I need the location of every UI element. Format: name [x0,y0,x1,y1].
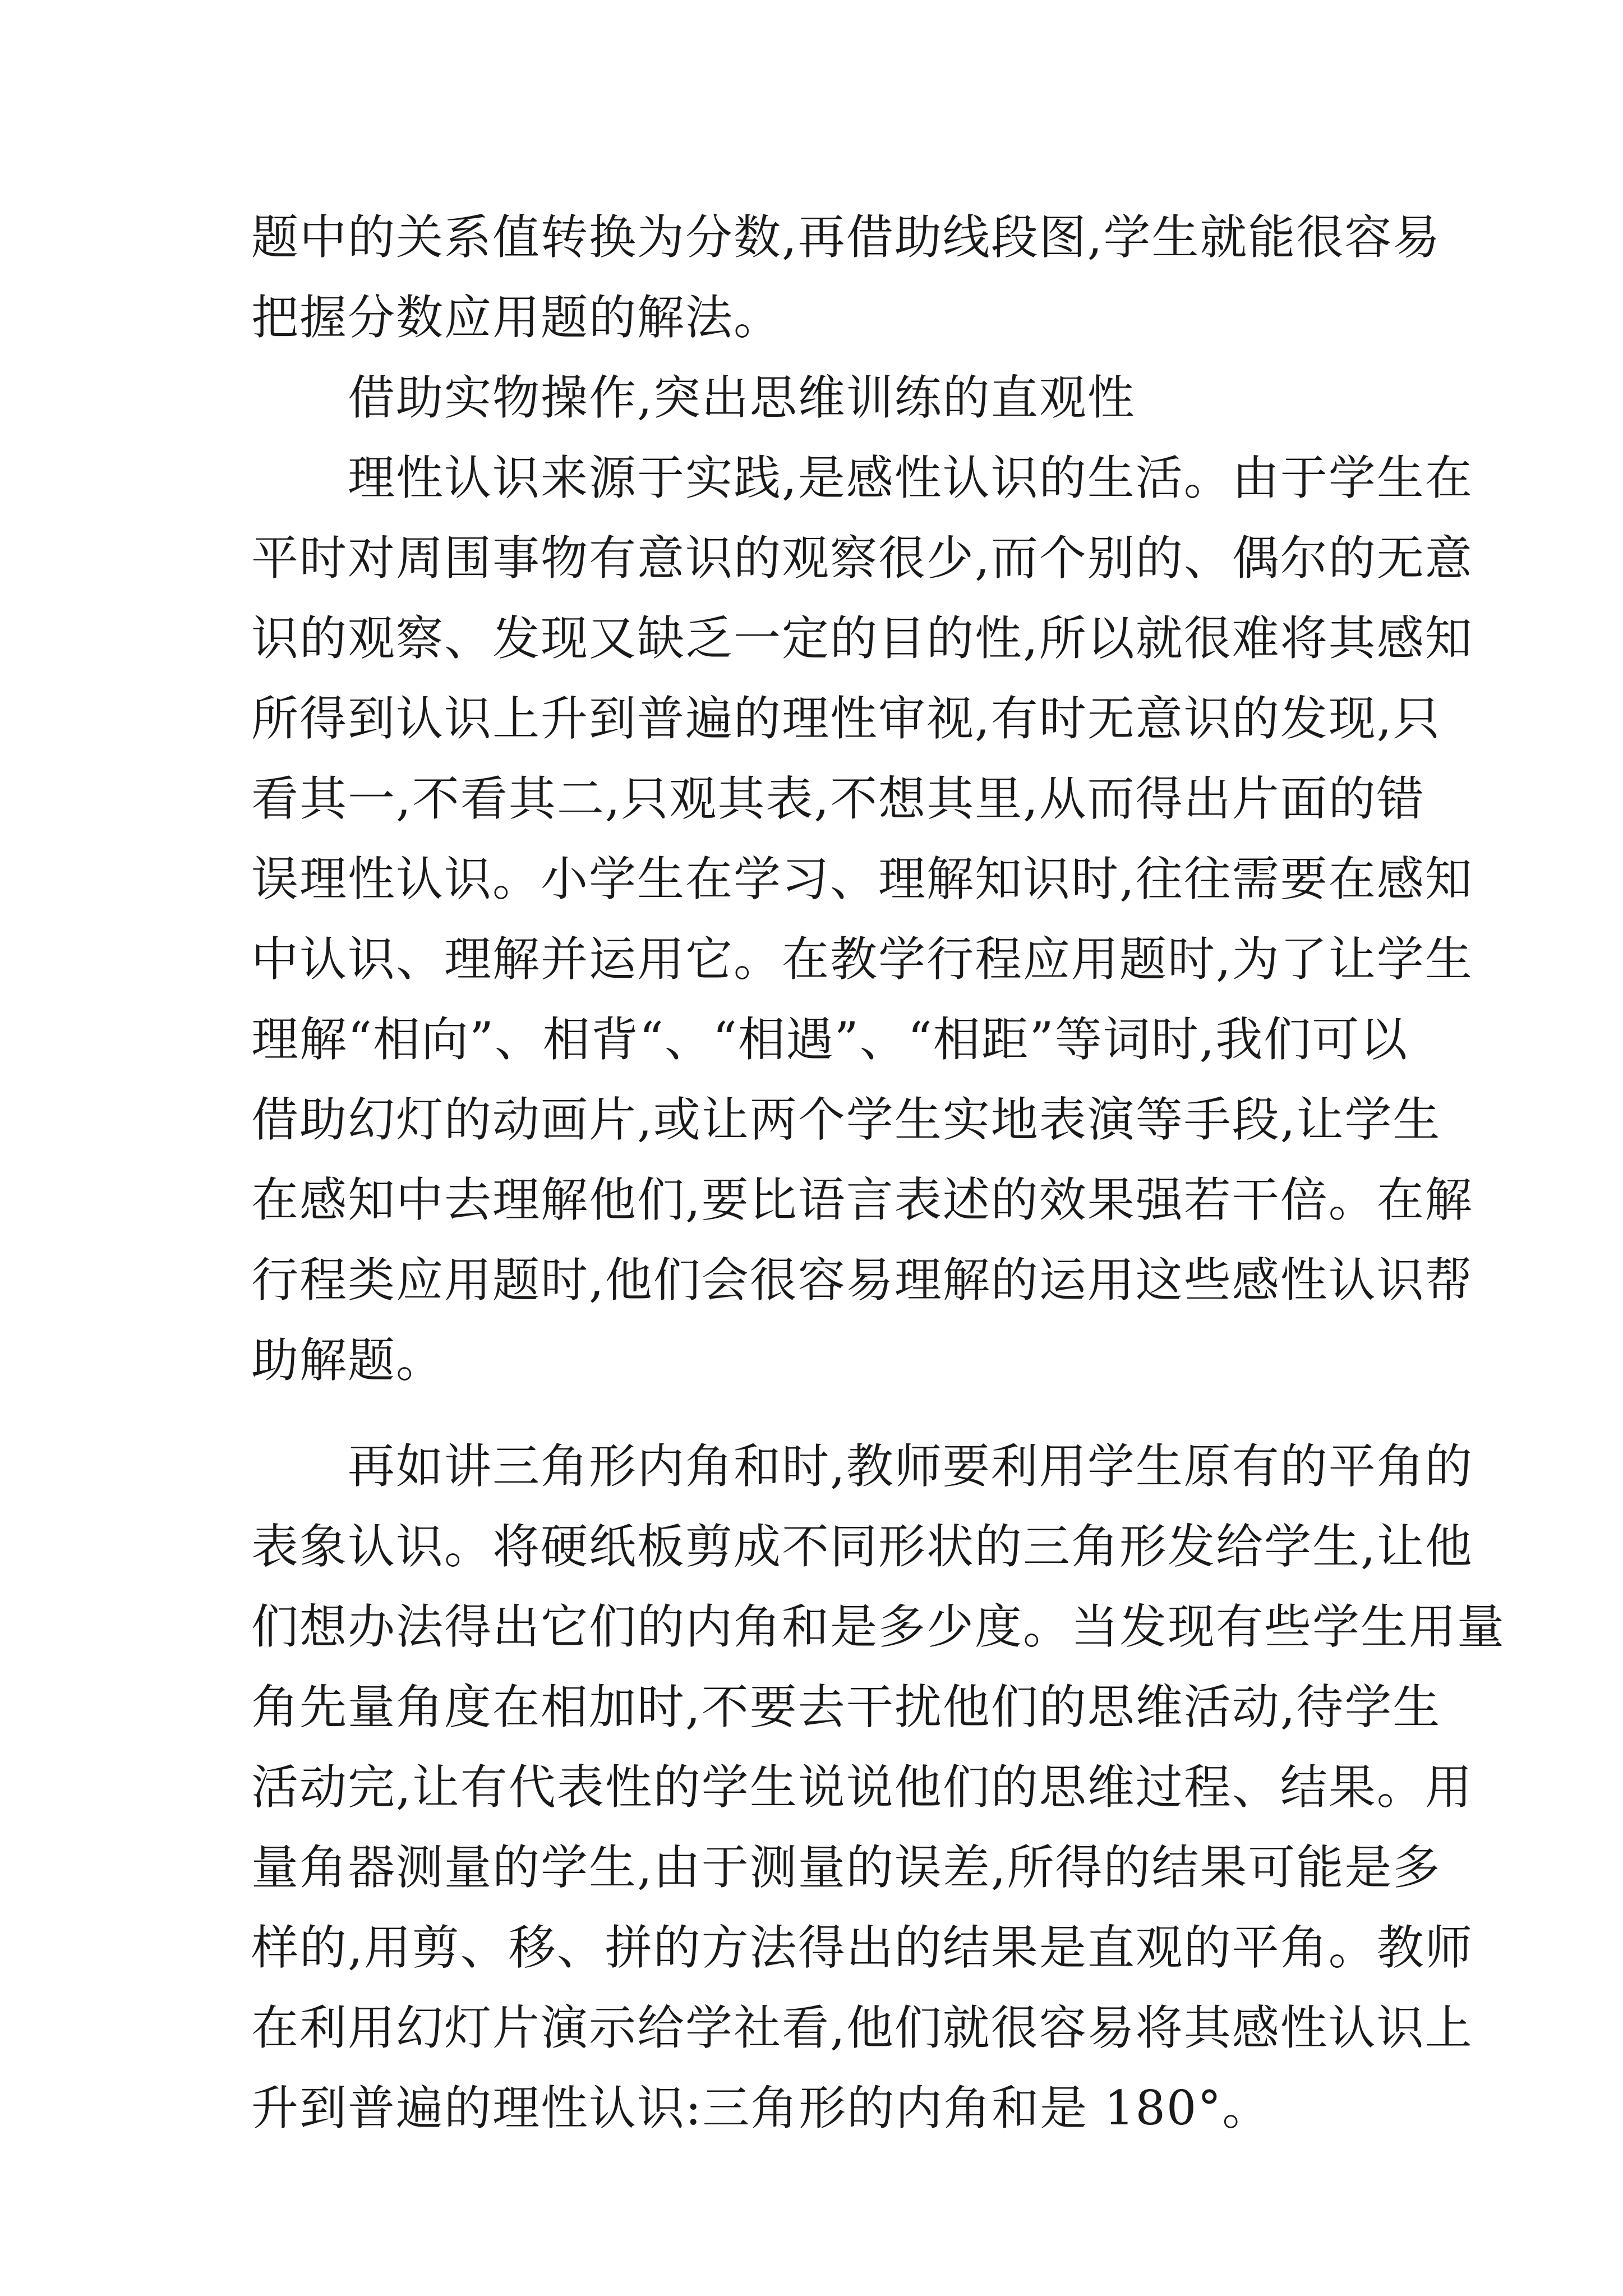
text-line: 升到普遍的理性认识:三角形的内角和是 180°。 [251,2081,1271,2136]
paragraph-gap [251,1401,1401,1427]
text-line: 理解“相向”、相背“、“相遇”、“相距”等词时,我们可以 [251,1012,1409,1067]
body-text [251,197,1506,2148]
text-line: 在感知中去理解他们,要比语言表述的效果强若干倍。在解 [251,1172,1473,1227]
section-heading: 借助实物操作,突出思维训练的直观性 [251,370,1136,425]
text-line: 平时对周围事物有意识的观察很少,而个别的、偶尔的无意 [251,531,1473,586]
text-line: 误理性认识。小学生在学习、理解知识时,往往需要在感知 [251,852,1473,907]
text-line: 借助幻灯的动画片,或让两个学生实地表演等手段,让学生 [251,1092,1441,1147]
text-line: 量角器测量的学生,由于测量的误差,所得的结果可能是多 [251,1840,1441,1895]
text-line: 题中的关系值转换为分数,再借助线段图,学生就能很容易 [251,210,1441,265]
text-line: 表象认识。将硬纸板剪成不同形状的三角形发给学生,让他 [251,1519,1473,1574]
text-line: 样的,用剪、移、拼的方法得出的结果是直观的平角。教师 [251,1920,1473,1975]
text-line: 在利用幻灯片演示给学社看,他们就很容易将其感性认识上 [251,2000,1473,2055]
text-line: 把握分数应用题的解法。 [251,290,782,345]
text-line: 识的观察、发现又缺乏一定的目的性,所以就很难将其感知 [251,611,1473,666]
text-line: 再如讲三角形内角和时,教师要利用学生原有的平角的 [251,1439,1473,1494]
text-line: 助解题。 [251,1333,445,1388]
text-line: 行程类应用题时,他们会很容易理解的运用这些感性认识帮 [251,1253,1473,1308]
text-line: 们想办法得出它们的内角和是多少度。当发现有些学生用量 [251,1599,1506,1654]
text-line: 所得到认识上升到普遍的理性审视,有时无意识的发现,只 [251,691,1441,746]
text-line: 角先量角度在相加时,不要去干扰他们的思维活动,待学生 [251,1680,1441,1734]
text-line: 活动完,让有代表性的学生说说他们的思维过程、结果。用 [251,1760,1473,1815]
text-line: 理性认识来源于实践,是感性认识的生活。由于学生在 [251,450,1473,505]
text-line: 中认识、理解并运用它。在教学行程应用题时,为了让学生 [251,932,1473,987]
text-line: 看其一,不看其二,只观其表,不想其里,从而得出片面的错 [251,771,1425,826]
